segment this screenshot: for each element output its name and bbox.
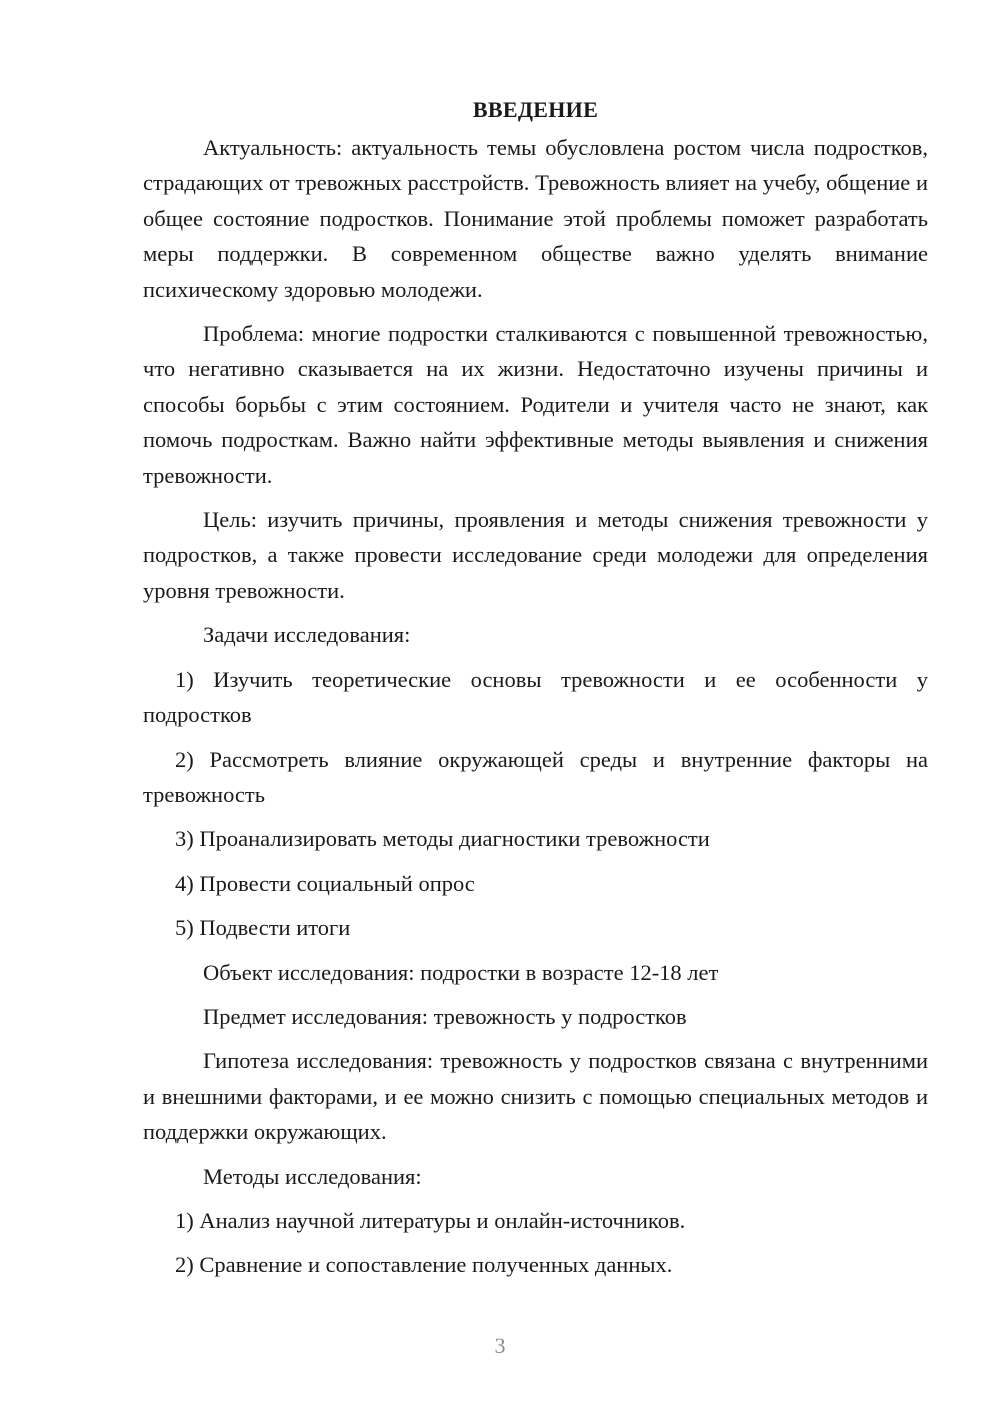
method-item: 1) Анализ научной литературы и онлайн-источников. <box>175 1207 686 1233</box>
tasks-heading: Задачи исследования: <box>203 622 411 648</box>
hypothesis-paragraph: Гипотеза исследования: тревожность у подростков связана с внутренними и внешними факторами, и ее можно снизить с помощью специальных методов и поддержки окружающих. <box>143 1048 928 1145</box>
methods-heading: Методы исследования: <box>203 1163 422 1189</box>
task-item: 2) Рассмотреть влияние окружающей среды и внутренние факторы на тревожность <box>143 746 928 807</box>
task-item: 4) Провести социальный опрос <box>175 870 475 896</box>
page-content <box>143 92 928 1292</box>
object-line: Объект исследования: подростки в возрасте 12-18 лет <box>203 959 719 985</box>
method-item: 2) Сравнение и сопоставление полученных данных. <box>175 1252 673 1278</box>
subject-line: Предмет исследования: тревожность у подростков <box>203 1003 687 1029</box>
task-item: 5) Подвести итоги <box>175 915 351 941</box>
problem-paragraph: Проблема: многие подростки сталкиваются с повышенной тревожностью, что негативно сказывается на их жизни. Недостаточно изучены причины и способы борьбы с этим состоянием. Родители и учителя часто не знают, как помочь подросткам. Важно найти эффективные методы выявления и снижения тревожности. <box>143 321 928 488</box>
relevance-paragraph: Актуальность: актуальность темы обусловлена ростом числа подростков, страдающих от тревожных расстройств. Тревожность влияет на учебу, общение и общее состояние подростков. Понимание этой проблемы поможет разработать меры поддержки. В современном обществе важно уделять внимание психическому здоровью молодежи. <box>143 135 928 302</box>
task-item: 3) Проанализировать методы диагностики тревожности <box>175 826 710 852</box>
goal-paragraph: Цель: изучить причины, проявления и методы снижения тревожности у подростков, а также провести исследование среди молодежи для определения уровня тревожности. <box>143 507 928 603</box>
task-item: 1) Изучить теоретические основы тревожности и ее особенности у подростков <box>143 666 928 728</box>
section-title: ВВЕДЕНИЕ <box>472 97 599 122</box>
page-number: 3 <box>494 1333 506 1358</box>
